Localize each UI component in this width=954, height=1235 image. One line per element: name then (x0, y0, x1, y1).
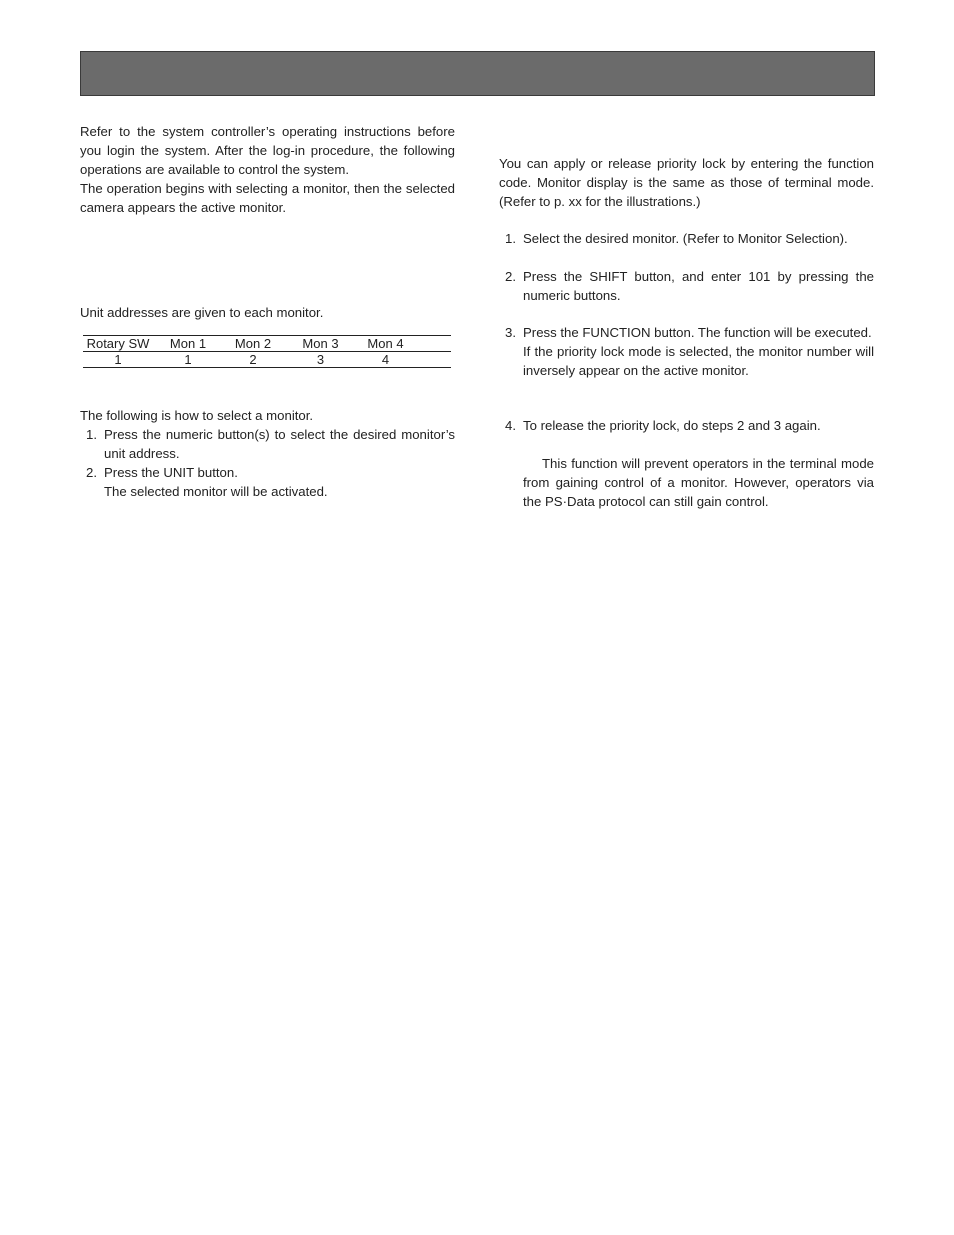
table-row (83, 352, 451, 368)
list-item: 1. Select the desired monitor. (Refer to Monitor Selection). (505, 231, 848, 246)
monitor-selection (80, 406, 455, 501)
list-item: 3. Press the FUNCTION button. The function will be executed. If the priority lock mode is selected, the monitor number will inversely appear on the active monitor. (505, 325, 874, 378)
list-item: 4. To release the priority lock, do steps 2 and 3 again. (505, 418, 821, 433)
table-header-mon-2: Mon 2 (234, 336, 272, 351)
table-header-mon-3: Mon 3 (302, 336, 339, 351)
table-cell: 2 (249, 352, 257, 367)
selection-intro: The following is how to select a monitor. (80, 408, 314, 423)
intro-paragraph-1: Refer to the system controller’s operating instructions before you login the system. After the log-in procedure, the following operations are available to control the system. (80, 124, 455, 177)
list-item: 2. Press the SHIFT button, and enter 101 by pressing the numeric buttons. (505, 269, 874, 303)
intro-paragraph-2: The operation begins with selecting a monitor, then the selected camera appears the active monitor. (80, 181, 455, 215)
list-item: 2. Press the UNIT button. The selected monitor will be activated. (86, 465, 328, 499)
table-cell: 3 (316, 352, 325, 367)
priority-note: This function will prevent operators in the terminal mode from gaining control of a monitor. However, operators via the PS·Data protocol can still gain control. (523, 456, 874, 509)
table-header-row (83, 336, 451, 352)
unit-address-table (83, 335, 451, 368)
priority-steps (499, 229, 874, 248)
table-header-mon-4: Mon 4 (367, 336, 404, 351)
table-cell: 1 (184, 352, 192, 367)
intro-text (80, 122, 455, 217)
list-item: 1. Press the numeric button(s) to select the desired monitor’s unit address. (86, 427, 455, 461)
priority-intro: You can apply or release priority lock by entering the function code. Monitor display is the same as those of terminal mode. (Refer to p. xx for the illustrations.) (499, 156, 874, 209)
table-header-rotary-sw: Rotary SW (86, 336, 150, 351)
table-header-mon-1: Mon 1 (169, 336, 207, 351)
section-header-bar (80, 51, 875, 96)
units-intro: Unit addresses are given to each monitor. (80, 305, 324, 320)
table-cell: 4 (381, 352, 390, 367)
selection-steps (80, 425, 455, 501)
table-cell: 1 (114, 352, 122, 367)
